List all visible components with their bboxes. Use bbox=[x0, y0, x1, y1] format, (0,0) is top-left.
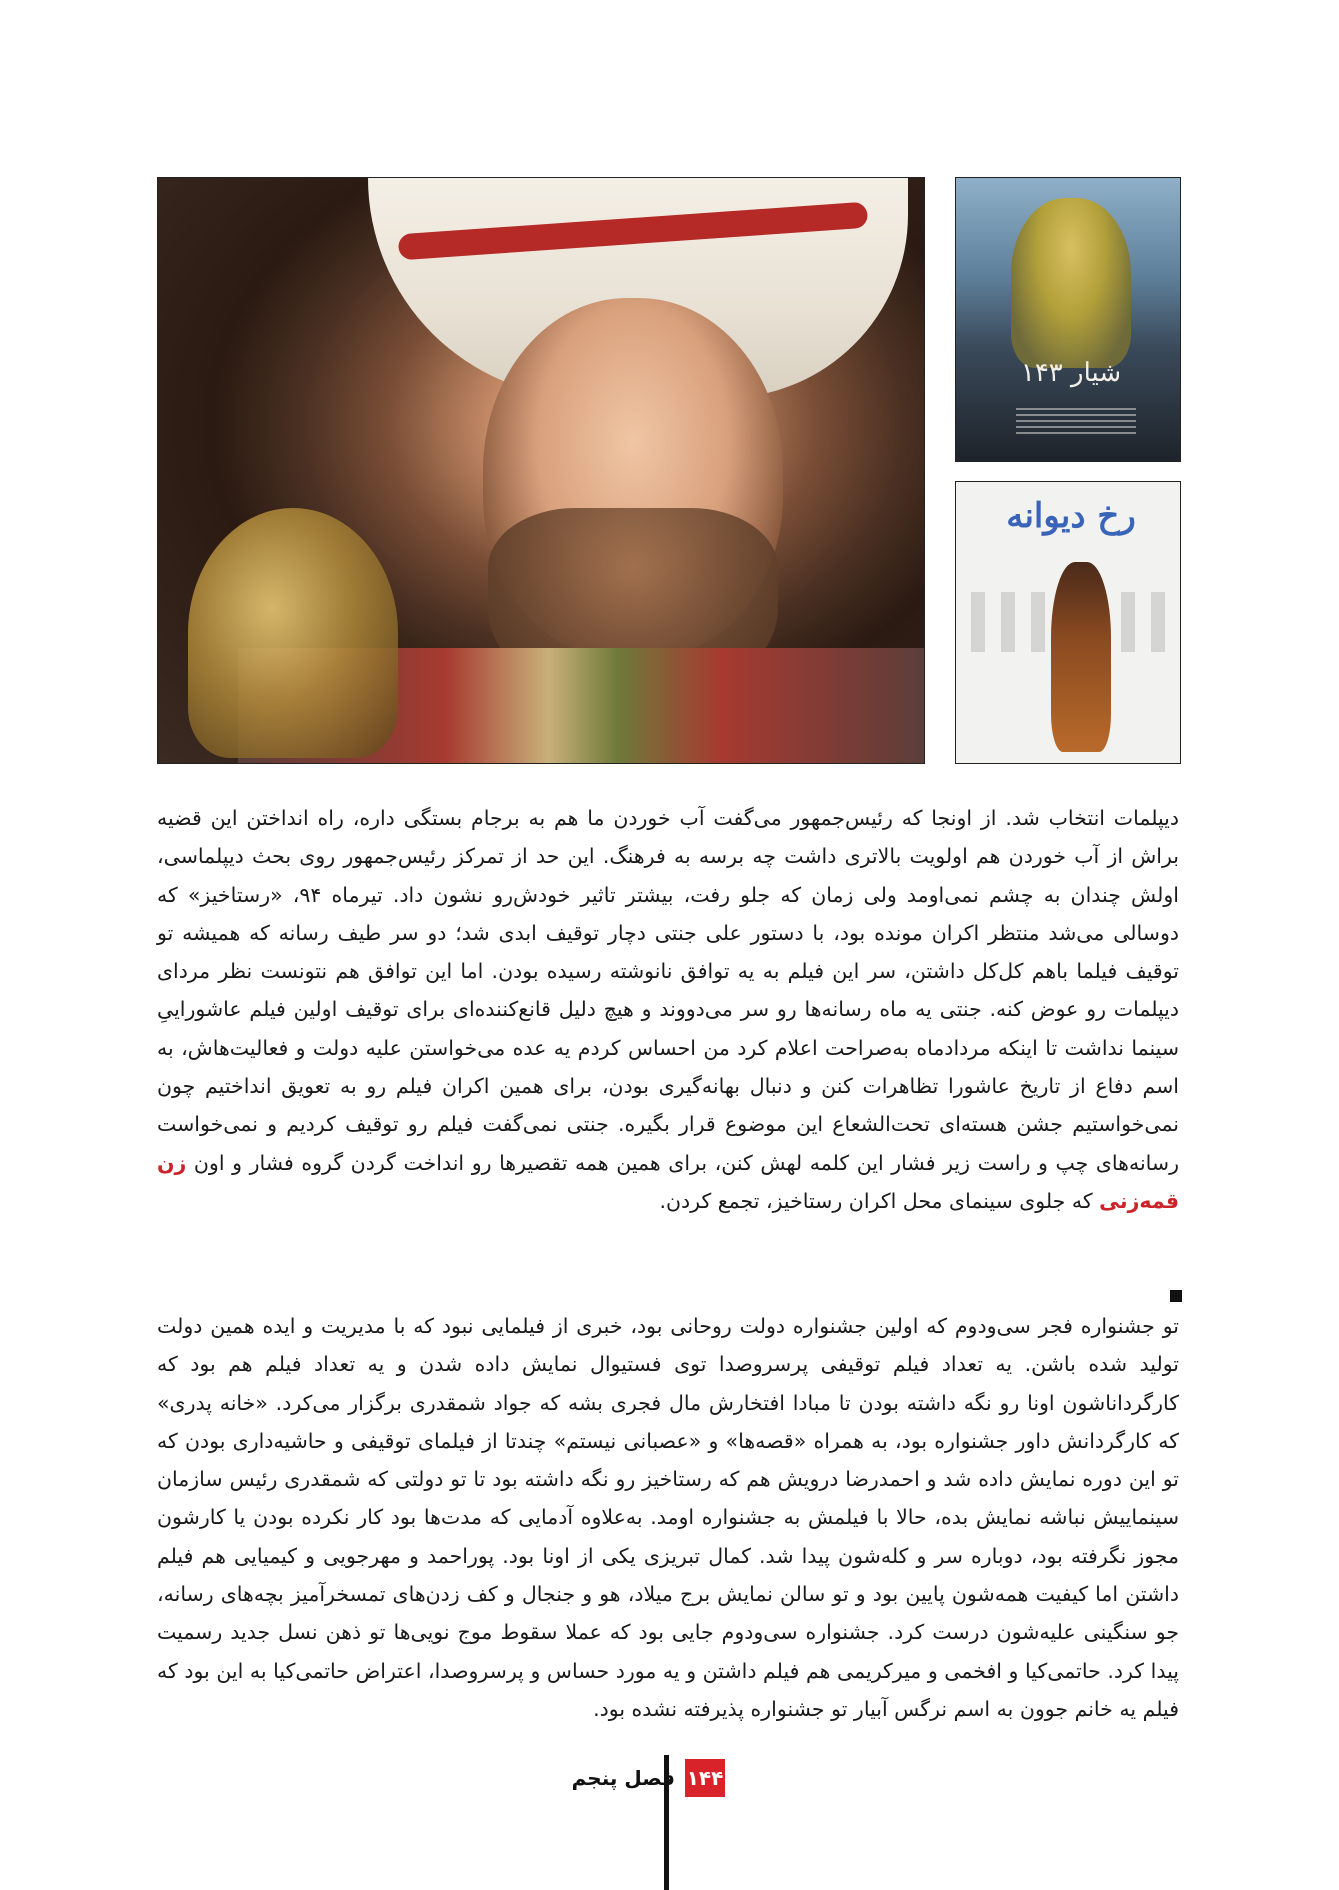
para2-text: تو جشنواره فجر سی‌ودوم که اولین جشنواره دولت روحانی بود، خبری از فیلمایی نبود که با مدیریت و ایده همین دولت تولید شده باشن. یه تعداد فیلم توقیفی پرسروصدا توی فستیوال نمایش داده شدن و یه تعداد فیلم هم بود که کارگرداناشون اونا رو نگه داشته بودن تا مبادا افتخارش مال فجری بشه که جواد شمقدری برگزار می‌کرد. «خانه پدری» که کارگردانش داور جشنواره بود، به همراه «قصه‌ها» و «عصبانی نیستم» چندتا از فیلمای توقیفی و حاشیه‌داری بودن که تو این دوره نمایش داده شد و احمدرضا درویش هم که رستاخیز رو نگه داشته بود تا تو دولتی که شمقدری رئیس سازمان سینماییش نباشه نمایش بده، حالا با فیلمش به جشنواره اومد. به‌علاوه آدمایی که مدت‌ها بود کار نکرده بودن یا کارشون مجوز نگرفته بود، دوباره سر و کله‌شون پیدا شد. کمال تبریزی یکی از اونا بود. پوراحمد و مهرجویی و کیمیایی هم فیلم داشتن اما کیفیت همه‌شون پایین بود و تو سالن نمایش برج میلاد، هو و جنجال و کف زدن‌های تمسخرآمیز بچه‌های رسانه، جو سنگینی علیه‌شون درست کرد. جشنواره سی‌ودوم جایی بود که عملا سقوط موج نویی‌ها تو ذهن نسل جدید رسمیت پیدا کرد. حاتمی‌کیا و افخمی و میرکریمی هم فیلم داشتن و یه مورد حساس و پرسروصدا، اعتراض حاتمی‌کیا به این بود که فیلم یه خانم جوون به اسم نرگس آبیار تو جشنواره پذیرفته نشده بود. bbox=[157, 1314, 1179, 1721]
body-paragraph-2 bbox=[157, 1307, 1179, 1728]
body-paragraph-1 bbox=[157, 799, 1179, 1220]
main-film-still bbox=[157, 177, 925, 764]
page-number-badge: ۱۴۴ bbox=[685, 1759, 725, 1797]
section-bullet-square bbox=[1170, 1290, 1182, 1302]
para1-text-end: که جلوی سینمای محل اکران رستاخیز، تجمع کردن. bbox=[659, 1188, 1100, 1213]
brass-bell-shape bbox=[188, 508, 398, 758]
poster-figure-shape bbox=[1011, 198, 1131, 368]
poster-runner-shape bbox=[1051, 562, 1111, 752]
poster-rokh-divaneh bbox=[955, 481, 1181, 764]
para1-text: دیپلمات انتخاب شد. از اونجا که رئیس‌جمهور می‌گفت آب خوردن ما هم به برجام بستگی داره، راه انداختن این قضیه براش از آب خوردن هم اولویت بالاتری داشت چه برسه به فرهنگ. این حد از تمرکز رئیس‌جمهور روی بحث دیپلماسی، اولش چندان به چشم نمی‌اومد ولی زمان که جلو رفت، بیشتر تاثیر خودش‌رو نشون داد. تیرماه ۹۴، «رستاخیز» که دوسالی می‌شد منتظر اکران مونده بود، با دستور علی جنتی دچار توقیف ابدی شد؛ دو سر طیف رسانه که همیشه تو توقیف فیلما باهم کل‌کل داشتن، سر این فیلم به یه توافق نانوشته رسیده بودن. اما این توافق هم نتونست نظر مردای دیپلمات رو عوض کنه. جنتی یه ماه رسانه‌ها رو سر می‌دووند و هیچ دلیل قانع‌کننده‌ای برای توقیف اولین فیلم عاشوراییِ سینما نداشت تا اینکه مردادماه به‌صراحت اعلام کرد من احساس کردم یه عده می‌خواستن علیه دولت و فعالیت‌هاش، به اسم دفاع از تاریخ عاشورا تظاهرات کنن و دنبال بهانه‌گیری بودن، برای همین اکران فیلم رو به تعویق انداختیم چون نمی‌خواستیم جشن هسته‌ای تحت‌الشعاع این موضوع قرار بگیره. جنتی نمی‌گفت فیلم رو توقیف کردیم و نمی‌خواست رسانه‌های چپ و راست زیر فشار این کلمه لهش کنن، برای همین همه تقصیرها رو انداخت گردن گروه فشار و اون bbox=[157, 806, 1180, 1175]
poster-title: شیار ۱۴۳ bbox=[1020, 358, 1122, 388]
poster-title: رخ دیوانه bbox=[1006, 496, 1136, 536]
poster-sheyar-143 bbox=[955, 177, 1181, 462]
poster-credits-shape bbox=[1016, 408, 1136, 438]
chapter-label: فصل پنجم bbox=[571, 1766, 675, 1790]
highlight-link: زن قمه‌زنی bbox=[157, 1150, 1179, 1213]
